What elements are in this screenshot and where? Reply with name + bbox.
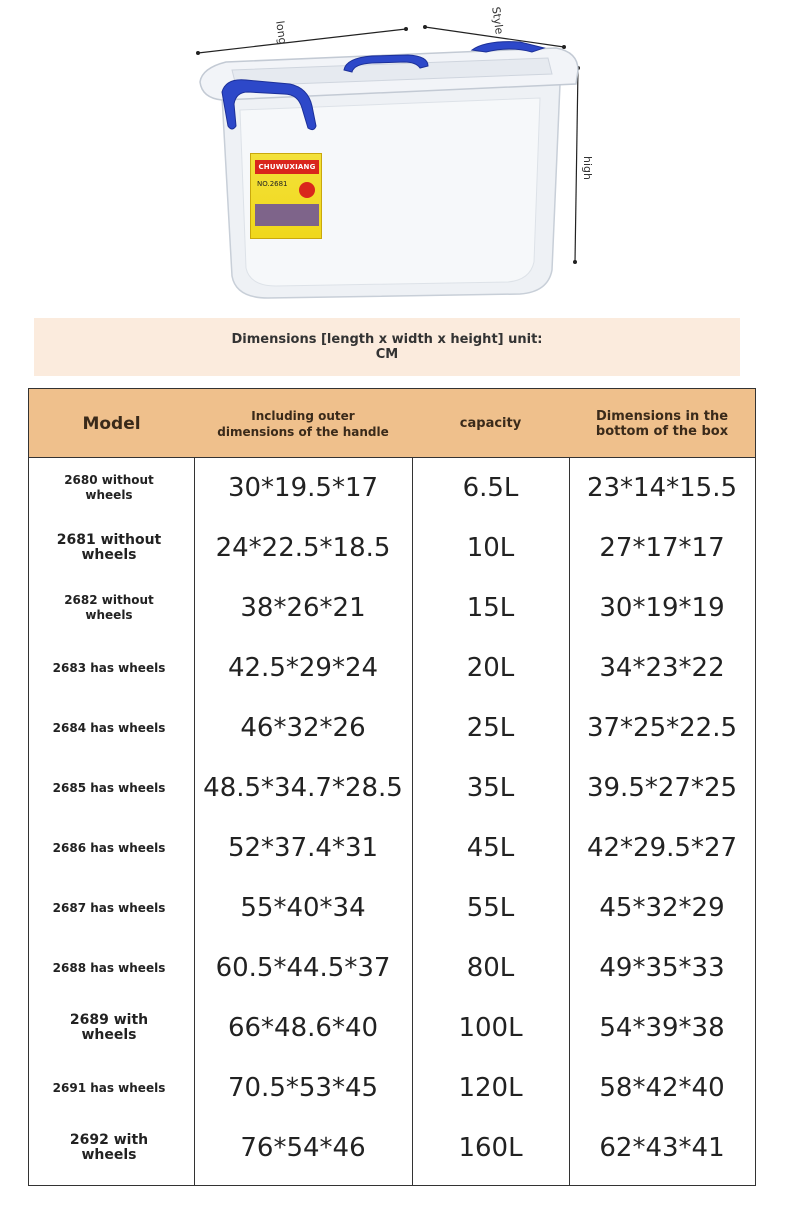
cell-capacity: 120L: [458, 1073, 523, 1103]
sticker-seal-icon: [299, 182, 315, 198]
caption-line-2: CM: [375, 347, 399, 362]
header-capacity: capacity: [459, 416, 522, 431]
cell-bottom-dimensions: 34*23*22: [599, 653, 725, 683]
dimensions-caption: [34, 318, 740, 376]
cell-outer-dimensions: 70.5*53*45: [227, 1073, 379, 1103]
cell-bottom-dimensions: 62*43*41: [599, 1133, 725, 1163]
table-row: [29, 878, 755, 938]
cell-capacity: 20L: [466, 653, 515, 683]
cell-bottom-dimensions: 58*42*40: [599, 1073, 725, 1103]
cell-bottom-dimensions: 45*32*29: [599, 893, 725, 923]
table-row: [29, 998, 755, 1058]
product-illustration: [0, 0, 790, 312]
table-header: [29, 389, 755, 458]
cell-capacity: 6.5L: [462, 473, 519, 503]
cell-outer-dimensions: 60.5*44.5*37: [215, 953, 391, 983]
cell-capacity: 55L: [466, 893, 515, 923]
cell-capacity: 25L: [466, 713, 515, 743]
cell-bottom-dimensions: 30*19*19: [599, 593, 725, 623]
cell-model: 2688 has wheels: [52, 960, 166, 975]
table-row: [29, 758, 755, 818]
length-label: long: [273, 20, 290, 46]
cell-capacity: 100L: [458, 1013, 523, 1043]
table-row: [29, 698, 755, 758]
cell-model: 2680 without wheels: [64, 473, 154, 502]
size-table: [28, 388, 756, 1186]
cell-outer-dimensions: 30*19.5*17: [227, 473, 379, 503]
cell-model: 2692 with wheels: [69, 1132, 149, 1163]
cell-model: 2689 with wheels: [69, 1012, 149, 1043]
cell-outer-dimensions: 24*22.5*18.5: [215, 533, 391, 563]
table-row: [29, 818, 755, 878]
table-body: [29, 458, 755, 1178]
cell-model: 2686 has wheels: [52, 840, 166, 855]
cell-model: 2681 without wheels: [56, 532, 162, 563]
cell-model: 2683 has wheels: [52, 660, 166, 675]
cell-outer-dimensions: 66*48.6*40: [227, 1013, 379, 1043]
cell-outer-dimensions: 76*54*46: [240, 1133, 366, 1163]
cell-outer-dimensions: 55*40*34: [240, 893, 366, 923]
cell-capacity: 80L: [466, 953, 515, 983]
cell-capacity: 45L: [466, 833, 515, 863]
cell-outer-dimensions: 52*37.4*31: [227, 833, 379, 863]
cell-bottom-dimensions: 42*29.5*27: [586, 833, 738, 863]
header-outer-line-2: dimensions of the handle: [217, 424, 389, 439]
table-row: [29, 1118, 755, 1178]
header-outer-dimensions: [194, 389, 412, 458]
cell-bottom-dimensions: 49*35*33: [599, 953, 725, 983]
cell-capacity: 10L: [466, 533, 515, 563]
cell-model: 2687 has wheels: [52, 900, 166, 915]
header-bottom-line-1: Dimensions in the: [595, 408, 729, 424]
header-model: Model: [82, 413, 141, 434]
header-outer-line-1: Including outer: [251, 408, 355, 423]
header-bottom-dimensions: [569, 389, 755, 458]
cell-outer-dimensions: 46*32*26: [240, 713, 366, 743]
table-row: [29, 518, 755, 578]
header-bottom-line-2: bottom of the box: [595, 423, 729, 439]
sticker-model: NO.2681: [257, 180, 288, 188]
table-row: [29, 638, 755, 698]
table-row: [29, 938, 755, 998]
table-row: [29, 1058, 755, 1118]
cell-bottom-dimensions: 37*25*22.5: [586, 713, 738, 743]
cell-outer-dimensions: 38*26*21: [240, 593, 366, 623]
cell-model: 2691 has wheels: [52, 1080, 166, 1095]
cell-bottom-dimensions: 27*17*17: [599, 533, 725, 563]
sticker-band: [255, 204, 319, 226]
cell-model: 2685 has wheels: [52, 780, 166, 795]
cell-model: 2684 has wheels: [52, 720, 166, 735]
cell-outer-dimensions: 42.5*29*24: [227, 653, 379, 683]
cell-bottom-dimensions: 54*39*38: [599, 1013, 725, 1043]
cell-outer-dimensions: 48.5*34.7*28.5: [203, 773, 403, 803]
width-label: Style: [489, 6, 506, 36]
product-sticker: [250, 153, 322, 239]
cell-capacity: 35L: [466, 773, 515, 803]
caption-line-1: Dimensions [length x width x height] unit:: [231, 332, 543, 347]
cell-capacity: 160L: [458, 1133, 523, 1163]
storage-box-image: [0, 0, 790, 312]
cell-capacity: 15L: [466, 593, 515, 623]
sticker-brand: CHUWUXIANG: [255, 160, 319, 174]
height-label: high: [581, 156, 594, 180]
table-row: [29, 458, 755, 518]
table-row: [29, 578, 755, 638]
cell-bottom-dimensions: 39.5*27*25: [586, 773, 738, 803]
cell-model: 2682 without wheels: [64, 593, 154, 622]
cell-bottom-dimensions: 23*14*15.5: [586, 473, 738, 503]
